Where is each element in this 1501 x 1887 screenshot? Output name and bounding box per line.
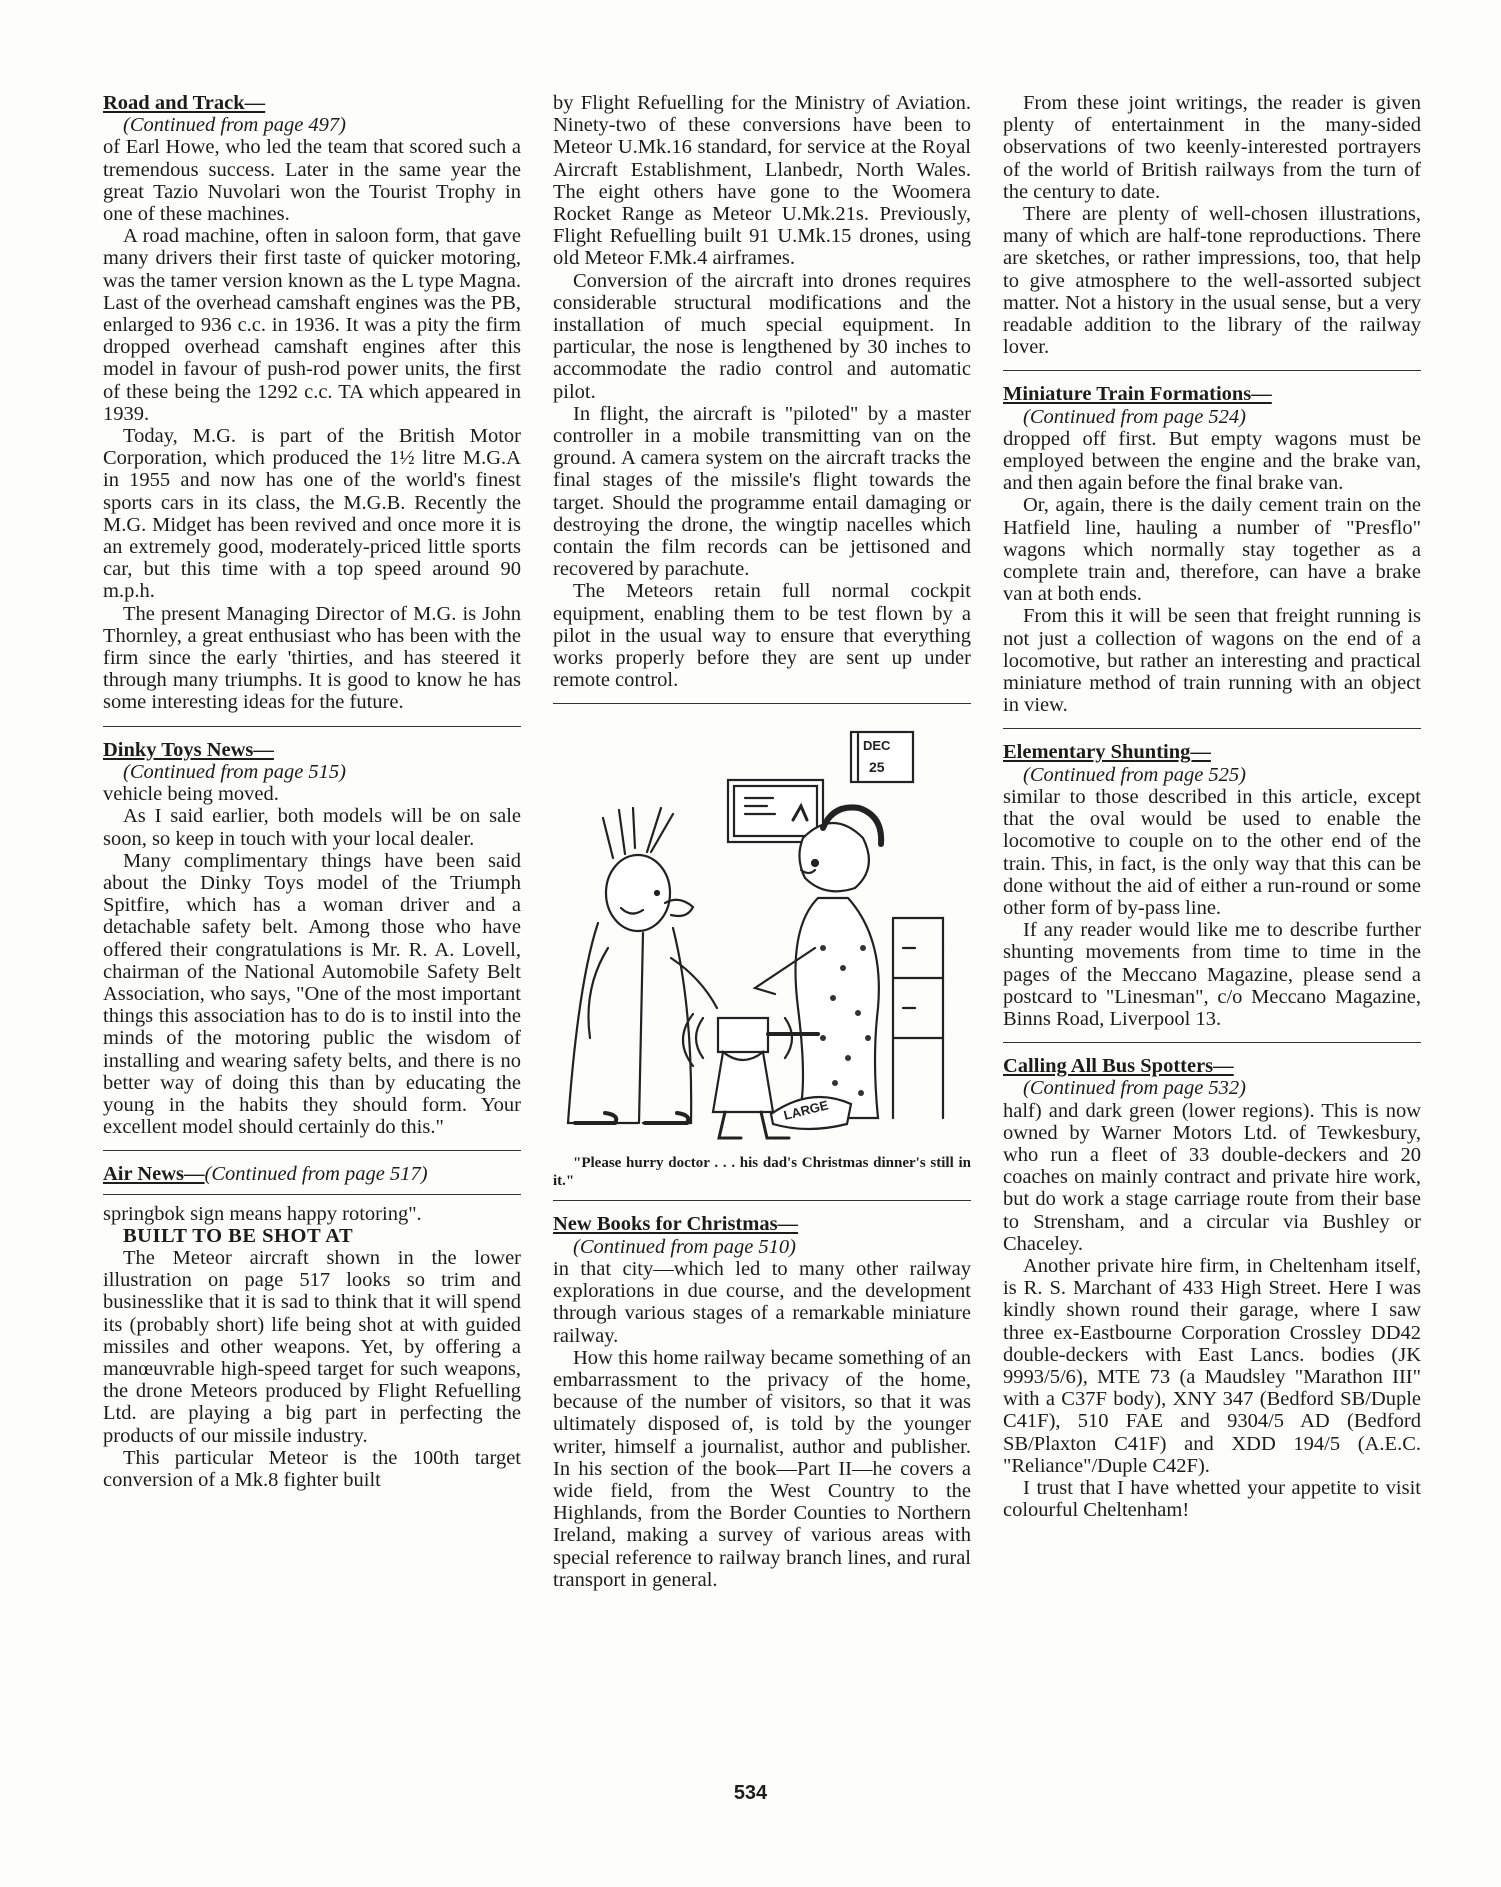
paragraph: of Earl Howe, who led the team that scored such a tremendous success. Later in the same year the great Tazio Nuvolari won the Tourist Trophy in one of these machines.	[103, 136, 521, 226]
calendar-day: 25	[869, 759, 885, 776]
heading-text: Road and Track—	[103, 92, 266, 114]
divider	[1003, 1042, 1421, 1043]
paragraph: The Meteor aircraft shown in the lower illustration on page 517 looks so trim and businesslike that it is sad to think that it will spend its (probably short) life being shot at with guided missiles and other weapons. Yet, by offering a manœuvrable high-speed target for such weapons, the drone Meteors produced by Flight Refuelling Ltd. are playing a big part in perfecting the products of our missile industry.	[103, 1246, 521, 1447]
divider	[103, 1194, 521, 1195]
paragraph: I trust that I have whetted your appetite to visit colourful Cheltenham!	[1003, 1476, 1421, 1522]
continued-note: (Continued from page 532)	[1023, 1077, 1247, 1100]
section-heading	[1003, 1055, 1421, 1077]
paragraph: The present Managing Director of M.G. is John Thornley, a great enthusiast who has been with the firm since the early 'thirties, and has steered it through many triumphs. It is good to know he has some interesting ideas for the future.	[103, 602, 521, 714]
paragraph: In flight, the aircraft is "piloted" by a master controller in a mobile transmitting van on the ground. A camera system on the aircraft tracks the final stages of the missile's flight towards the target. Should the programme entail damaging or destroying the drone, the wingtip nacelles which contain the film records can be jettisoned and recovered by parachute.	[553, 402, 971, 581]
paragraph: The Meteors retain full normal cockpit equipment, enabling them to be test flown by a pilot in the usual way to ensure that everything works properly before they are sent up under remote control.	[553, 580, 971, 692]
page-number: 534	[733, 1782, 768, 1804]
paragraph: A road machine, often in saloon form, that gave many drivers their first taste of quicker motoring, was the tamer version known as the L type Magna. Last of the overhead camshaft engines was the PB, enlarged to 936 c.c. in 1936. It was a pity the firm dropped overhead camshaft engines after this model in favour of push-rod power units, the first of these being the 1292 c.c. TA which appeared in 1939.	[103, 225, 521, 425]
continued-note: (Continued from page 497)	[123, 114, 347, 137]
new-books-continuation	[1003, 92, 1421, 358]
paragraph: How this home railway became something of an embarrassment to the privacy of the home, because of the number of visitors, so that it was ultimately disposed of, is told by the younger writer, himself a journalist, author and publisher. In his section of the book—Part II—he covers a wide field, from the West Country to the Highlands, from the Border Counties to Northern Ireland, making a survey of various areas with special reference to railway branch lines, and rural transport in general.	[553, 1346, 971, 1591]
heading-text: New Books for Christmas—	[553, 1213, 799, 1236]
heading-text: Elementary Shunting—	[1003, 741, 1211, 764]
paragraph: Today, M.G. is part of the British Motor Corporation, which produced the 1½ litre M.G.A in 1955 and now has one of the world's finest sports cars in its class, the M.G.B. Recently the M.G. Midget has been revived and once more it is an extremely good, moderately-priced little sports car, but this time with a top speed around 90 m.p.h.	[103, 425, 521, 603]
divider	[1003, 728, 1421, 729]
continued-note: (Continued from page 510)	[573, 1235, 797, 1258]
elementary-shunting-section	[1003, 741, 1421, 1030]
dinky-toys-section	[103, 739, 521, 1139]
subheading: BUILT TO BE SHOT AT	[123, 1224, 354, 1247]
continued-note: (Continued from page 515)	[123, 760, 347, 783]
heading-text: Calling All Bus Spotters—	[1003, 1055, 1234, 1078]
section-heading	[1003, 741, 1421, 763]
section-heading	[103, 92, 521, 114]
section-heading	[553, 1213, 971, 1235]
continued-note: (Continued from page 525)	[1023, 763, 1247, 786]
paragraph: From this it will be seen that freight running is not just a collection of wagons on the end of a locomotive, but rather an interesting and practical miniature method of train running with an object in view.	[1003, 605, 1421, 717]
new-books-section	[553, 1213, 971, 1590]
calendar-month: DEC	[863, 738, 891, 754]
section-heading	[1003, 383, 1421, 405]
paragraph: by Flight Refuelling for the Ministry of Aviation. Ninety-two of these conversions have been to Meteor U.Mk.16 standard, for service at the Royal Aircraft Establishment, Llanbedr, North Wales. The eight others have gone to the Woomera Rocket Range as Meteor U.Mk.21s. Previously, Flight Refuelling built 91 U.Mk.15 drones, using old Meteor F.Mk.4 airframes.	[553, 92, 971, 270]
bus-spotters-section	[1003, 1055, 1421, 1521]
paragraph: springbok sign means happy rotoring".	[103, 1202, 422, 1225]
divider	[103, 1150, 521, 1151]
pan-label: LARGE	[782, 1097, 830, 1124]
column-3	[1003, 92, 1421, 1521]
paragraph: vehicle being moved.	[103, 783, 279, 806]
column-2	[553, 92, 971, 1591]
paragraph: There are plenty of well-chosen illustrations, many of which are half-tone reproductions. There are sketches, or rather impressions, too, that help to give atmosphere to the well-assorted subject matter. Not a history in the usual sense, but a very readable addition to the library of the railway lover.	[1003, 203, 1421, 359]
paragraph: From these joint writings, the reader is given plenty of entertainment in the many-sided observations of two keenly-interested portrayers of the world of British railways from the turn of the century to date.	[1003, 92, 1421, 203]
divider	[1003, 370, 1421, 371]
heading-text: Dinky Toys News—	[103, 738, 274, 761]
divider	[103, 726, 521, 727]
divider	[553, 1200, 971, 1201]
paragraph: Conversion of the aircraft into drones requires considerable structural modifications and the installation of much special equipment. In particular, the nose is lengthened by 30 inches to accommodate the radio control and automatic pilot.	[553, 269, 971, 403]
section-heading	[103, 739, 521, 761]
road-and-track-section	[103, 92, 521, 714]
paragraph: As I said earlier, both models will be on sale soon, so keep in touch with your local dealer.	[103, 805, 521, 850]
air-news-continuation	[553, 92, 971, 691]
cartoon-illustration	[553, 718, 971, 1188]
cartoon-caption: "Please hurry doctor . . . his dad's Christmas dinner's still in it."	[553, 1154, 971, 1189]
paragraph: Another private hire firm, in Cheltenham itself, is R. S. Marchant of 433 High Street. Here I was kindly shown round their garage, where I saw three ex-Eastbourne Corporation Crossley DD42 double-deckers with East Lancs. bodies (JK 9993/5/6), MTE 73 (a Maudsley "Marathon III" with a C37F body), XNY 347 (Bedford SB/Duple C41F), 510 FAE and 9304/5 AD (Bedford SB/Plaxton C41F) and XDD 194/5 (A.E.C. "Reliance"/Duple C42F).	[1003, 1254, 1421, 1477]
paragraph: If any reader would like me to describe further shunting movements from time to time in the pages of the Meccano Magazine, please send a postcard to "Linesman", c/o Meccano Magazine, Binns Road, Liverpool 13.	[1003, 919, 1421, 1030]
paragraph: in that city—which led to many other railway explorations in due course, and the development through various stages of a remarkable miniature railway.	[553, 1257, 971, 1347]
continued-note: (Continued from page 517)	[204, 1163, 428, 1186]
cartoon-drawing	[553, 718, 971, 1148]
section-heading	[103, 1163, 521, 1185]
continued-note: (Continued from page 524)	[1023, 405, 1247, 428]
divider	[553, 703, 971, 704]
heading-text: Miniature Train Formations—	[1003, 383, 1272, 406]
heading-text: Air News—	[103, 1163, 205, 1186]
paragraph: half) and dark green (lower regions). This is now owned by Warner Motors Ltd. of Tewkesbury, who run a fleet of 33 double-deckers and 20 coaches on mainly contract and private hire work, but do work a stage carriage route from their base to Strensham, and a circular via Bushley or Chaceley.	[1003, 1099, 1421, 1255]
column-1	[103, 92, 521, 1491]
air-news-section	[103, 1163, 521, 1491]
miniature-train-section	[1003, 383, 1421, 716]
paragraph: Or, again, there is the daily cement train on the Hatfield line, hauling a number of "Presflo" wagons which normally stay together as a complete train and, therefore, can have a brake van at both ends.	[1003, 494, 1421, 606]
paragraph: This particular Meteor is the 100th target conversion of a Mk.8 fighter built	[103, 1446, 521, 1491]
paragraph: dropped off first. But empty wagons must be employed between the engine and the brake van, and then again before the final brake van.	[1003, 427, 1421, 495]
paragraph: Many complimentary things have been said about the Dinky Toys model of the Triumph Spitfire, which has a woman driver and a detachable safety belt. Among those who have offered their congratulations is Mr. R. A. Lovell, chairman of the National Automobile Safety Belt Association, who says, "One of the most important things this association has to do is to instil into the minds of the motoring public the wisdom of installing and wearing safety belts, and there is no better way of doing this than by educating the young in the habits they should form. Your excellent model should certainly do this."	[103, 849, 521, 1139]
paragraph: similar to those described in this article, except that the oval would be used to enable the locomotive to couple on to the other end of the train. This, in fact, is the only way that this can be done without the aid of either a run-round or some other form of by-pass line.	[1003, 785, 1421, 919]
